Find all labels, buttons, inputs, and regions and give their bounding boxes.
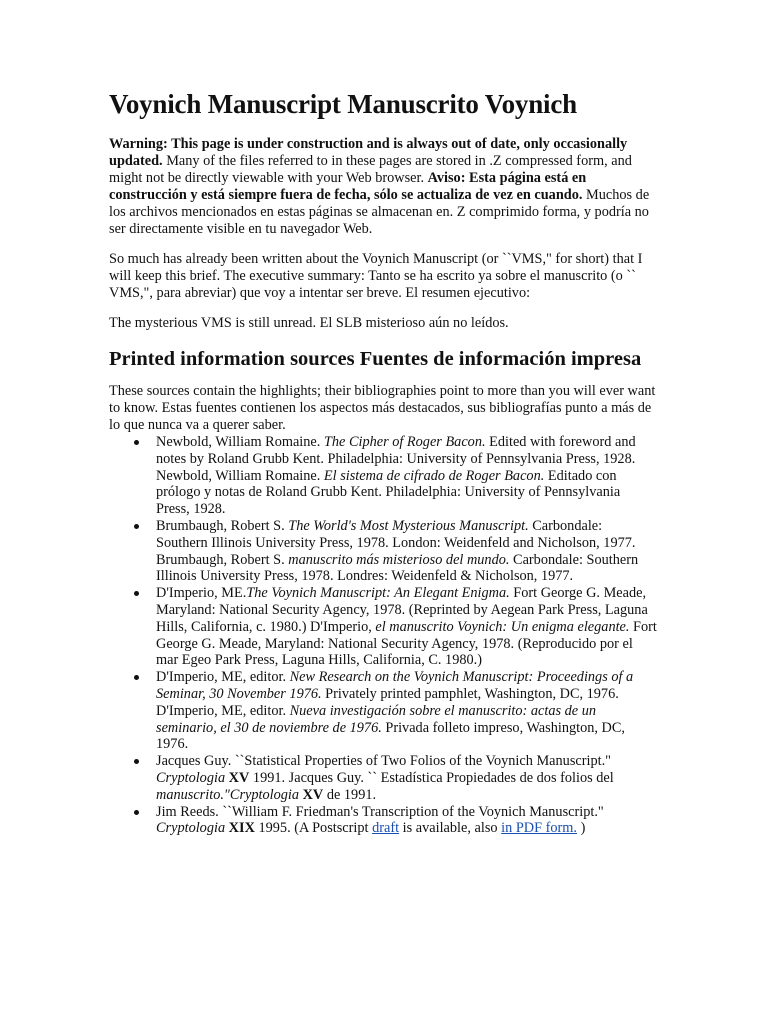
entry-title: el manuscrito Voynich: Un enigma elegante. <box>375 618 630 635</box>
mystery-paragraph: The mysterious VMS is still unread. El SLB misterioso aún no leídos. <box>109 315 509 331</box>
entry-text: Editado con prólogo y notas de Roland Grubb Kent. Philadelphia: University of Pennsylvania Press, 1928. <box>156 467 621 518</box>
bibliography-list <box>109 434 657 837</box>
summary-paragraph: So much has already been written about the Voynich Manuscript (or ``VMS," for short) that I will keep this brief. The executive summary: Tanto se ha escrito ya sobre el manuscrito (o `` VMS,", para abreviar) que voy a intentar ser breve. El resumen ejecutivo: <box>109 251 643 301</box>
entry-journal: Cryptologia <box>156 769 226 786</box>
warning-es-text: Muchos de los archivos mencionados en estas páginas se almacenan en. Z comprimido forma, y podría no ser directamente visible en tu navegador Web. <box>109 187 650 237</box>
entry-journal: Cryptologia <box>156 820 226 837</box>
entry-title: The World's Most Mysterious Manuscript. <box>288 517 529 534</box>
list-item <box>156 585 657 669</box>
warning-paragraph <box>109 136 657 238</box>
entry-text: Fort George G. Meade, Maryland: National Security Agency, 1978. (Reproducido por el mar Egeo Park Press, Laguna Hills, California, C. 1980.) <box>156 618 657 669</box>
list-item <box>156 434 657 518</box>
warning-es-bold: Aviso: Esta página está en construcción y está siempre fuera de fecha, sólo se actualiza de vez en cuando. <box>109 170 587 203</box>
page-title: Voynich Manuscript Manuscrito Voynich <box>109 89 577 119</box>
document-page <box>109 86 657 837</box>
entry-text: Fort George G. Meade, Maryland: National Security Agency, 1978. (Reprinted by Aegean Park Press, Laguna Hills, California, c. 1980.) D'Imperio, <box>156 585 648 635</box>
entry-title: manuscrito más misterioso del mundo. <box>288 551 510 568</box>
entry-text: D'Imperio, ME. <box>156 585 247 602</box>
entry-text: Newbold, William Romaine. <box>156 434 324 450</box>
warning-en-bold: Warning: This page is under construction and is always out of date, only occasionally updated. <box>109 136 628 169</box>
entry-text: ) <box>577 820 586 837</box>
entry-text: is available, also <box>399 820 502 837</box>
list-item <box>156 804 657 838</box>
sources-intro: These sources contain the highlights; their bibliographies point to more than you will ever want to know. Estas fuentes contienen los aspectos más destacados, sus bibliografías punto a más de lo que nunca va a querer saber. <box>109 383 656 433</box>
entry-text: Carbondale: Southern Illinois University Press, 1978. Londres: Weidenfeld & Nicholson, 1977. <box>156 551 639 585</box>
entry-text: Jim Reeds. ``William F. Friedman's Transcription of the Voynich Manuscript." <box>156 803 604 820</box>
entry-title: Nueva investigación sobre el manuscrito: actas de un seminario, el 30 de noviembre de 1976. <box>156 702 597 736</box>
list-item <box>156 753 657 803</box>
entry-text: Privately printed pamphlet, Washington, DC, 1976. D'Imperio, ME, editor. <box>156 685 619 719</box>
entry-text: Carbondale: Southern Illinois University Press, 1978. London: Weidenfeld and Nicholson, 1977. Brumbaugh, Robert S. <box>156 517 636 568</box>
section-heading: Printed information sources Fuentes de información impresa <box>109 348 642 370</box>
entry-text: Edited with foreword and notes by Roland Grubb Kent. Philadelphia: University of Pennsylvania Press, 1928. Newbold, William Romaine. <box>156 434 636 484</box>
pdf-link[interactable]: in PDF form. <box>501 820 577 837</box>
entry-text: Brumbaugh, Robert S. <box>156 517 289 534</box>
entry-text: 1995. (A Postscript <box>254 820 373 837</box>
entry-title: The Cipher of Roger Bacon. <box>323 434 486 450</box>
list-item <box>156 518 657 585</box>
entry-volume: XV <box>299 786 324 803</box>
entry-title: New Research on the Voynich Manuscript: Proceedings of a Seminar, 30 November 1976. <box>156 669 634 702</box>
warning-en-text: Many of the files referred to in these pages are stored in .Z compressed form, and might not be directly viewable with your Web browser. <box>109 153 632 186</box>
entry-journal: manuscrito."Cryptologia <box>156 786 300 803</box>
entry-title: El sistema de cifrado de Roger Bacon. <box>323 467 545 484</box>
entry-volume: XV <box>225 769 250 786</box>
entry-text: Privada folleto impreso, Washington, DC, 1976. <box>156 719 625 753</box>
list-item <box>156 669 657 753</box>
entry-text: Jacques Guy. ``Statistical Properties of Two Folios of the Voynich Manuscript." <box>156 753 612 770</box>
entry-volume: XIX <box>225 820 255 837</box>
draft-link[interactable]: draft <box>372 820 400 837</box>
entry-text: 1991. Jacques Guy. `` Estadística Propiedades de dos folios del <box>249 769 614 786</box>
entry-text: de 1991. <box>323 786 377 803</box>
entry-text: D'Imperio, ME, editor. <box>156 669 290 686</box>
entry-title: The Voynich Manuscript: An Elegant Enigma. <box>246 585 510 602</box>
